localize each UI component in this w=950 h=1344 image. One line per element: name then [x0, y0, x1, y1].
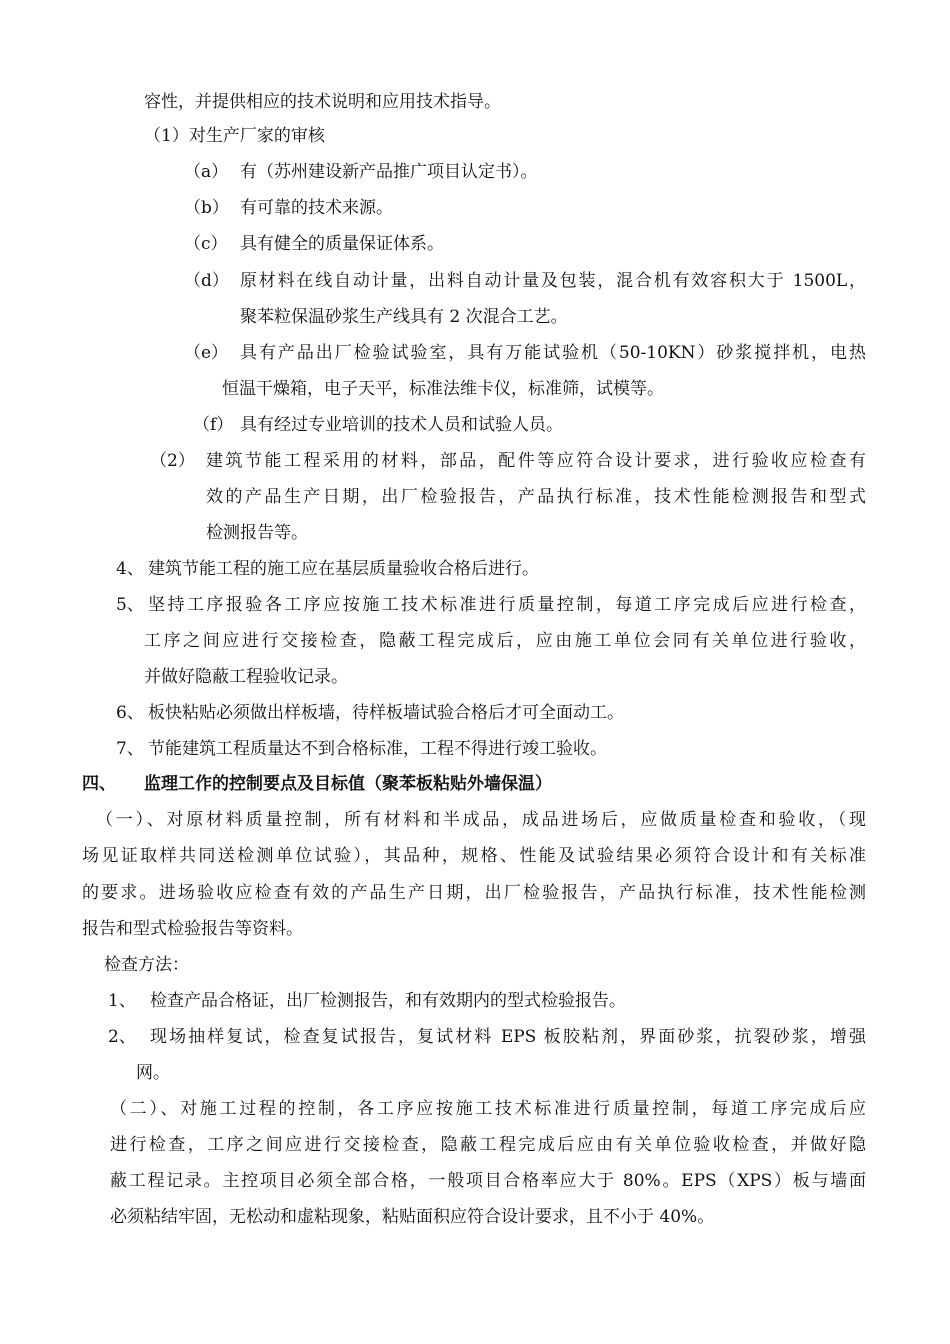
list-item-text: 板快粘贴必须做出样板墙，待样板墙试验合格后才可全面动工。	[148, 703, 624, 723]
paragraph-line: （二）、对施工过程的控制，各工序应按施工技术标准进行质量控制，每道工序完成后应	[110, 1099, 866, 1119]
list-item-text: 有可靠的技术来源。	[240, 198, 393, 218]
list-item-text: 聚苯粒保温砂浆生产线具有 2 次混合工艺。	[240, 307, 568, 327]
list-item-text: 具有经过专业培训的技术人员和试验人员。	[240, 415, 563, 435]
paragraph-line: 场见证取样共同送检测单位试验），其品种，规格、性能及试验结果必须符合设计和有关标准	[82, 846, 866, 866]
list-item-text: 检查产品合格证，出厂检测报告，和有效期内的型式检验报告。	[150, 991, 626, 1011]
list-item-text: 节能建筑工程质量达不到合格标准，工程不得进行竣工验收。	[148, 739, 607, 759]
list-item-text: 具有健全的质量保证体系。	[240, 234, 444, 254]
list-marker: （f）	[193, 415, 234, 435]
paragraph-line: 报告和型式检验报告等资料。	[82, 919, 303, 939]
paragraph-line: （一）、对原材料质量控制，所有材料和半成品，成品进场后，应做质量检查和验收，（现	[96, 810, 866, 830]
list-item-text: 工序之间应进行交接检查，隐蔽工程完成后，应由施工单位会同有关单位进行验收，	[144, 631, 866, 651]
list-item-text: 原材料在线自动计量，出料自动计量及包装，混合机有效容积大于 1500L，	[240, 271, 866, 291]
list-marker: 6、	[116, 703, 144, 723]
list-item-text: 现场抽样复试，检查复试报告，复试材料 EPS 板胶粘剂，界面砂浆，抗裂砂浆，增强	[150, 1027, 866, 1047]
paragraph-line: 进行检查，工序之间应进行交接检查，隐蔽工程完成后应由有关单位验收检查，并做好隐	[110, 1135, 866, 1155]
list-marker: （a）	[184, 162, 229, 182]
list-marker: 7、	[116, 739, 144, 759]
list-item-text: 坚持工序报验各工序应按施工技术标准进行质量控制，每道工序完成后应进行检查，	[148, 595, 866, 615]
list-item-text: 并做好隐蔽工程验收记录。	[144, 667, 348, 687]
subsection-heading: （1）对生产厂家的审核	[144, 126, 325, 146]
list-item-text: 检测报告等。	[206, 523, 308, 543]
list-marker: （c）	[184, 234, 228, 254]
list-item-text: 建筑节能工程采用的材料，部品，配件等应符合设计要求，进行验收应检查有	[206, 451, 866, 471]
section-heading: 监理工作的控制要点及目标值（聚苯板粘贴外墙保温）	[144, 774, 552, 794]
list-item-text: 建筑节能工程的施工应在基层质量验收合格后进行。	[148, 559, 539, 579]
list-item-text: 有（苏州建设新产品推广项目认定书）。	[240, 162, 538, 182]
list-item-text: 网。	[136, 1063, 170, 1083]
list-item-text: 效的产品生产日期，出厂检验报告，产品执行标准，技术性能检测报告和型式	[206, 487, 866, 507]
list-marker: （d）	[184, 271, 229, 291]
paragraph-line: 容性，并提供相应的技术说明和应用技术指导。	[144, 92, 501, 112]
list-marker: （b）	[184, 198, 229, 218]
section-number: 四、	[82, 774, 116, 794]
list-marker: 2、	[108, 1027, 136, 1047]
paragraph-line: 必须粘结牢固，无松动和虚粘现象，粘贴面积应符合设计要求，且不小于 40%。	[110, 1207, 715, 1227]
paragraph-line: 的要求。进场验收应检查有效的产品生产日期，出厂检验报告，产品执行标准，技术性能检测	[82, 883, 866, 903]
list-marker: 4、	[116, 559, 144, 579]
paragraph-line: 蔽工程记录。主控项目必须全部合格，一般项目合格率应大于 80%。EPS（XPS）板与墙面	[110, 1171, 866, 1191]
list-marker: （2）	[150, 451, 195, 471]
list-item-text: 具有产品出厂检验试验室，具有万能试验机（50-10KN）砂浆搅拌机，电热	[240, 343, 866, 363]
list-marker: （e）	[184, 343, 229, 363]
list-item-text: 恒温干燥箱，电子天平，标准法维卡仪，标准筛，试模等。	[222, 379, 664, 399]
check-method-label: 检查方法：	[104, 955, 189, 975]
list-marker: 5、	[116, 595, 144, 615]
list-marker: 1、	[108, 991, 136, 1011]
